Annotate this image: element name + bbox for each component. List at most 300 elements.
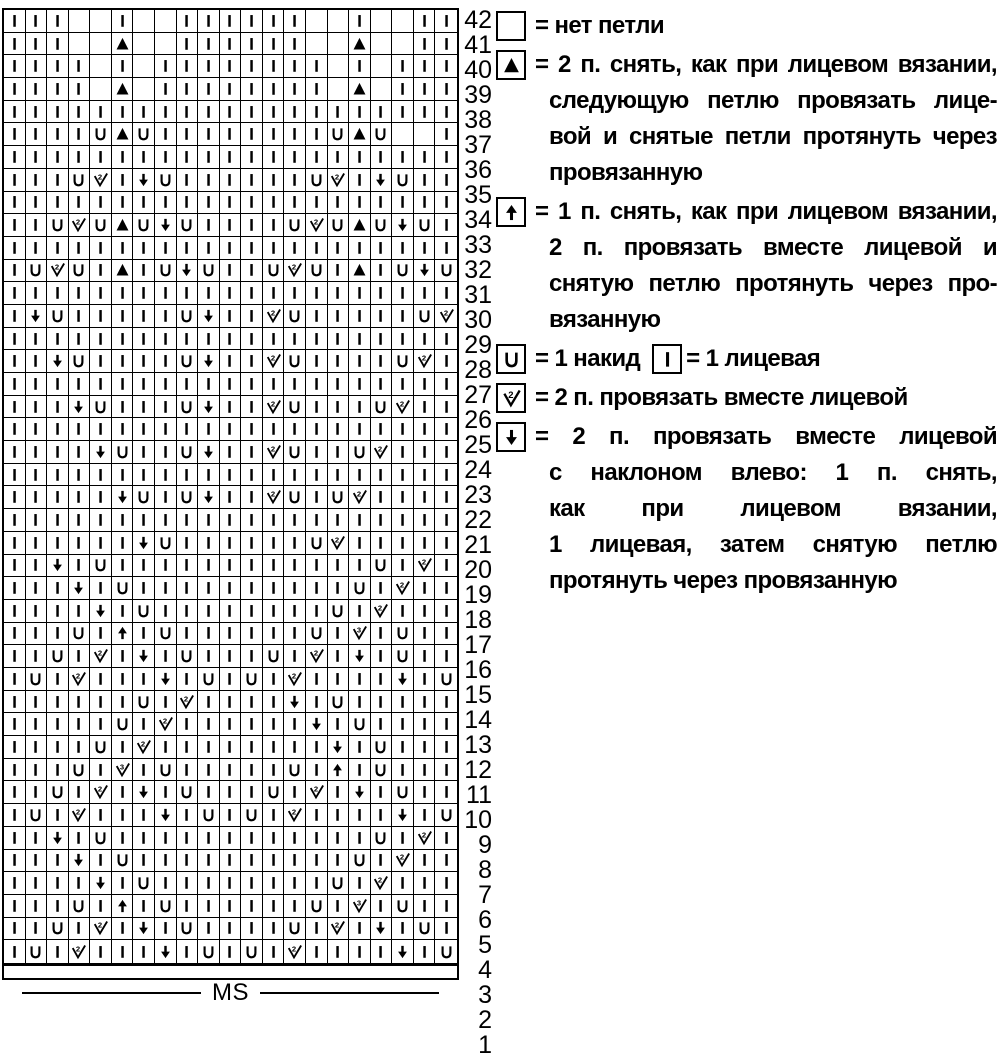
chart-cell-knit-stitch xyxy=(26,55,48,78)
repeat-line-left xyxy=(22,992,201,995)
chart-cell-knit-stitch xyxy=(133,804,155,827)
chart-cell-knit-stitch xyxy=(328,577,350,600)
row-number: 26 xyxy=(464,406,492,434)
knit-stitch-icon xyxy=(135,398,152,416)
chart-cell-yarn-over xyxy=(133,691,155,714)
knit-stitch-icon xyxy=(243,216,260,234)
chart-cell-knit-stitch xyxy=(198,895,220,918)
knit-stitch-icon xyxy=(200,874,217,892)
chart-cell-knit-stitch xyxy=(112,691,134,714)
chart-cell-knit-stitch xyxy=(306,328,328,351)
chart-cell-knit-stitch xyxy=(90,305,112,328)
chart-cell-knit-stitch xyxy=(177,872,199,895)
knit-stitch-icon xyxy=(243,851,260,869)
knit-stitch-icon xyxy=(49,193,66,211)
knit-stitch-icon xyxy=(135,239,152,257)
chart-cell-yarn-over xyxy=(371,759,393,782)
knit-stitch-icon xyxy=(200,125,217,143)
knit-stitch-icon xyxy=(286,511,303,529)
chart-cell-k2tog xyxy=(284,804,306,827)
left-leaning-k2tog-down-arrow-icon xyxy=(157,943,174,961)
chart-cell-knit-stitch xyxy=(155,691,177,714)
chart-cell-knit-stitch xyxy=(414,691,436,714)
yarn-over-icon xyxy=(178,919,195,937)
chart-cell-yarn-over xyxy=(392,623,414,646)
chart-cell-knit-stitch xyxy=(220,260,242,283)
yarn-over-icon xyxy=(501,349,522,370)
row-number: 42 xyxy=(464,6,492,34)
chart-cell-knit-stitch xyxy=(435,850,457,873)
chart-cell-knit-stitch xyxy=(155,441,177,464)
chart-cell-knit-stitch xyxy=(241,532,263,555)
chart-cell-yarn-over xyxy=(133,123,155,146)
legend-text: = 1 лицевая xyxy=(686,345,821,372)
knit-stitch-icon xyxy=(49,398,66,416)
chart-cell-no-stitch xyxy=(306,10,328,33)
chart-cell-knit-stitch xyxy=(220,804,242,827)
chart-cell-knit-stitch xyxy=(69,418,91,441)
knit-stitch-icon xyxy=(438,193,455,211)
chart-cell-knit-stitch xyxy=(284,464,306,487)
knit-stitch-icon xyxy=(351,556,368,574)
chart-cell-knit-stitch xyxy=(328,850,350,873)
knit-stitch-icon xyxy=(221,738,238,756)
left-leaning-k2tog-down-arrow-icon xyxy=(372,171,389,189)
chart-cell-knit-stitch xyxy=(284,555,306,578)
chart-cell-knit-stitch xyxy=(392,101,414,124)
knit-stitch-icon xyxy=(6,556,23,574)
chart-cell-no-stitch xyxy=(371,33,393,56)
knit-stitch-icon xyxy=(157,398,174,416)
chart-cell-knit-stitch xyxy=(90,101,112,124)
knit-stitch-icon xyxy=(135,579,152,597)
chart-cell-knit-stitch xyxy=(435,146,457,169)
knit-stitch-icon xyxy=(221,511,238,529)
chart-cell-knit-stitch xyxy=(198,418,220,441)
yarn-over-icon xyxy=(135,216,152,234)
svg-text:2: 2 xyxy=(270,489,275,499)
chart-cell-knit-stitch xyxy=(47,872,69,895)
sl2-k1-p2sso-triangle-icon xyxy=(114,125,131,143)
left-leaning-k2tog-down-arrow-icon xyxy=(27,307,44,325)
chart-cell-knit-stitch xyxy=(435,464,457,487)
chart-cell-sl2-k1-p2sso-triangle xyxy=(349,33,371,56)
chart-cell-knit-stitch xyxy=(177,10,199,33)
chart-cell-knit-stitch xyxy=(414,441,436,464)
knit-stitch-icon xyxy=(178,511,195,529)
knit-stitch-icon xyxy=(70,125,87,143)
chart-cell-knit-stitch xyxy=(155,736,177,759)
chart-cell-sl1-k2tog-psso-up-arrow xyxy=(112,623,134,646)
yarn-over-icon xyxy=(394,647,411,665)
chart-cell-yarn-over xyxy=(284,441,306,464)
yarn-over-icon xyxy=(372,398,389,416)
knit-stitch-icon xyxy=(416,193,433,211)
chart-cell-yarn-over xyxy=(47,781,69,804)
chart-cell-left-leaning-k2tog-down-arrow xyxy=(112,486,134,509)
chart-cell-k2tog xyxy=(371,441,393,464)
chart-cell-knit-stitch xyxy=(133,759,155,782)
left-leaning-k2tog-down-arrow-icon xyxy=(394,216,411,234)
chart-cell-yarn-over xyxy=(306,260,328,283)
chart-cell-knit-stitch xyxy=(349,418,371,441)
knit-stitch-icon xyxy=(372,511,389,529)
legend-text-line: = 1 п. снять, как при лицевом вязании, xyxy=(535,198,997,225)
chart-cell-yarn-over xyxy=(263,260,285,283)
legend-text-line: как при лицевом вязании, xyxy=(549,495,997,522)
chart-cell-knit-stitch xyxy=(349,282,371,305)
chart-cell-knit-stitch xyxy=(328,282,350,305)
chart-cell-knit-stitch xyxy=(155,146,177,169)
svg-text:3: 3 xyxy=(356,898,362,908)
chart-cell-knit-stitch xyxy=(69,509,91,532)
yarn-over-icon xyxy=(308,534,325,552)
chart-cell-knit-stitch xyxy=(177,373,199,396)
knit-stitch-icon xyxy=(351,284,368,302)
knit-stitch-icon xyxy=(438,171,455,189)
left-leaning-k2tog-down-arrow-icon xyxy=(286,693,303,711)
knit-stitch-icon xyxy=(178,624,195,642)
knit-stitch-icon xyxy=(265,103,282,121)
chart-cell-k2tog xyxy=(392,396,414,419)
chart-cell-knit-stitch xyxy=(435,373,457,396)
chart-cell-knit-stitch xyxy=(349,827,371,850)
row-number: 33 xyxy=(464,231,492,259)
knit-stitch-icon xyxy=(286,466,303,484)
knit-stitch-icon xyxy=(200,171,217,189)
knit-stitch-icon xyxy=(114,420,131,438)
knit-stitch-icon xyxy=(221,466,238,484)
chart-cell-knit-stitch xyxy=(90,373,112,396)
knit-stitch-icon xyxy=(329,103,346,121)
k2tog-icon xyxy=(329,919,346,937)
svg-text:2: 2 xyxy=(378,603,383,613)
yarn-over-icon xyxy=(200,943,217,961)
knit-stitch-icon xyxy=(329,443,346,461)
knit-stitch-icon xyxy=(243,352,260,370)
chart-cell-knit-stitch xyxy=(263,10,285,33)
yarn-over-icon xyxy=(27,943,44,961)
chart-cell-knit-stitch xyxy=(220,282,242,305)
chart-cell-knit-stitch xyxy=(306,736,328,759)
knit-stitch-icon xyxy=(243,103,260,121)
knit-stitch-icon xyxy=(243,738,260,756)
knit-stitch-icon xyxy=(286,624,303,642)
chart-cell-knit-stitch xyxy=(26,192,48,215)
chart-cell-knit-stitch xyxy=(4,850,26,873)
yarn-over-icon xyxy=(114,579,131,597)
chart-cell-knit-stitch xyxy=(263,713,285,736)
chart-cell-knit-stitch xyxy=(392,373,414,396)
knit-stitch-icon xyxy=(221,239,238,257)
knit-stitch-icon xyxy=(438,284,455,302)
chart-cell-knit-stitch xyxy=(4,396,26,419)
knit-stitch-icon xyxy=(351,307,368,325)
chart-cell-yarn-over xyxy=(47,214,69,237)
knit-stitch-icon xyxy=(243,715,260,733)
knit-stitch-icon xyxy=(178,602,195,620)
chart-cell-knit-stitch xyxy=(220,33,242,56)
knit-stitch-icon xyxy=(178,420,195,438)
yarn-over-icon xyxy=(416,919,433,937)
knit-stitch-icon xyxy=(308,761,325,779)
sl1-k2tog-psso-up-arrow-icon xyxy=(329,761,346,779)
chart-cell-yarn-over xyxy=(371,555,393,578)
knit-stitch-icon xyxy=(221,80,238,98)
chart-cell-sl2-k1-p2sso-triangle xyxy=(112,123,134,146)
chart-cell-knit-stitch xyxy=(177,850,199,873)
chart-cell-knit-stitch xyxy=(26,169,48,192)
chart-cell-knit-stitch xyxy=(414,645,436,668)
knit-stitch-icon xyxy=(49,738,66,756)
knit-stitch-icon xyxy=(265,851,282,869)
chart-cell-knit-stitch xyxy=(284,282,306,305)
knit-stitch-icon xyxy=(92,307,109,325)
left-leaning-k2tog-down-arrow-icon xyxy=(308,715,325,733)
knit-stitch-icon xyxy=(114,602,131,620)
knit-stitch-icon xyxy=(286,829,303,847)
chart-cell-knit-stitch xyxy=(112,282,134,305)
knit-stitch-icon xyxy=(27,443,44,461)
knit-stitch-icon xyxy=(438,783,455,801)
chart-cell-knit-stitch xyxy=(133,895,155,918)
chart-cell-yarn-over xyxy=(69,623,91,646)
chart-cell-sl2-k1-p2sso-triangle xyxy=(112,260,134,283)
k2tog-icon xyxy=(416,829,433,847)
left-leaning-k2tog-down-arrow-icon xyxy=(200,307,217,325)
knit-stitch-icon xyxy=(92,897,109,915)
knit-stitch-icon xyxy=(221,556,238,574)
knit-stitch-icon xyxy=(351,466,368,484)
chart-cell-knit-stitch xyxy=(284,872,306,895)
yarn-over-icon xyxy=(351,443,368,461)
knit-stitch-icon xyxy=(308,57,325,75)
knit-stitch-icon xyxy=(308,806,325,824)
knit-stitch-icon xyxy=(351,511,368,529)
knit-stitch-icon xyxy=(178,829,195,847)
chart-cell-knit-stitch xyxy=(69,78,91,101)
chart-cell-knit-stitch xyxy=(47,169,69,192)
knit-stitch-icon xyxy=(329,148,346,166)
yarn-over-icon xyxy=(372,761,389,779)
k2tog-icon xyxy=(286,943,303,961)
legend-text-line: следующую петлю провязать лице- xyxy=(549,87,997,114)
svg-text:2: 2 xyxy=(97,172,103,182)
chart-cell-k2tog xyxy=(414,555,436,578)
chart-cell-no-stitch xyxy=(392,33,414,56)
chart-cell-knit-stitch xyxy=(371,577,393,600)
knit-stitch-icon xyxy=(49,330,66,348)
chart-cell-knit-stitch xyxy=(371,418,393,441)
chart-cell-knit-stitch xyxy=(220,827,242,850)
chart-cell-knit-stitch xyxy=(241,713,263,736)
chart-cell-knit-stitch xyxy=(47,441,69,464)
knit-stitch-icon xyxy=(329,193,346,211)
knit-stitch-icon xyxy=(286,125,303,143)
knit-stitch-icon xyxy=(6,647,23,665)
chart-cell-knit-stitch xyxy=(112,101,134,124)
chart-cell-knit-stitch xyxy=(306,192,328,215)
chart-cell-yarn-over xyxy=(155,169,177,192)
chart-cell-knit-stitch xyxy=(263,691,285,714)
yarn-over-icon xyxy=(265,261,282,279)
chart-cell-knit-stitch xyxy=(90,509,112,532)
legend-text-line: = нет петли xyxy=(535,12,664,39)
knit-stitch-icon xyxy=(114,693,131,711)
knit-stitch-icon xyxy=(329,307,346,325)
chart-cell-knit-stitch xyxy=(69,532,91,555)
left-leaning-k2tog-down-arrow-icon xyxy=(351,783,368,801)
knit-stitch-icon xyxy=(200,239,217,257)
knit-stitch-icon xyxy=(178,579,195,597)
knit-stitch-icon xyxy=(178,284,195,302)
knit-stitch-icon xyxy=(114,284,131,302)
chart-cell-knit-stitch xyxy=(414,509,436,532)
knit-stitch-icon xyxy=(27,829,44,847)
chart-cell-left-leaning-k2tog-down-arrow xyxy=(177,260,199,283)
chart-cell-left-leaning-k2tog-down-arrow xyxy=(69,396,91,419)
knit-stitch-icon xyxy=(6,738,23,756)
knit-stitch-icon xyxy=(394,80,411,98)
chart-cell-knit-stitch xyxy=(306,146,328,169)
chart-cell-knit-stitch xyxy=(90,260,112,283)
knit-stitch-icon xyxy=(157,307,174,325)
chart-cell-knit-stitch xyxy=(198,237,220,260)
knit-stitch-icon xyxy=(92,715,109,733)
yarn-over-icon xyxy=(27,670,44,688)
chart-cell-knit-stitch xyxy=(392,759,414,782)
chart-cell-no-stitch xyxy=(328,33,350,56)
left-leaning-k2tog-down-arrow-icon xyxy=(92,874,109,892)
yarn-over-icon xyxy=(27,806,44,824)
knit-stitch-icon xyxy=(351,534,368,552)
knit-stitch-icon xyxy=(221,783,238,801)
chart-cell-knit-stitch xyxy=(47,600,69,623)
knit-stitch-icon xyxy=(6,897,23,915)
chart-cell-k2tog xyxy=(177,691,199,714)
knit-stitch-icon xyxy=(286,330,303,348)
knit-stitch-icon xyxy=(438,693,455,711)
chart-cell-knit-stitch xyxy=(133,146,155,169)
knit-stitch-icon xyxy=(200,330,217,348)
chart-cell-knit-stitch xyxy=(414,237,436,260)
knit-stitch-icon xyxy=(135,851,152,869)
knit-stitch-icon xyxy=(416,239,433,257)
knit-stitch-icon xyxy=(6,261,23,279)
chart-cell-yarn-over xyxy=(284,396,306,419)
row-number: 16 xyxy=(464,656,492,684)
chart-cell-knit-stitch xyxy=(69,441,91,464)
row-number: 11 xyxy=(466,781,492,809)
row-number: 25 xyxy=(464,431,492,459)
chart-cell-knit-stitch xyxy=(155,645,177,668)
svg-text:2: 2 xyxy=(76,671,81,681)
knit-stitch-icon xyxy=(308,919,325,937)
yarn-over-icon xyxy=(70,761,87,779)
knit-stitch-icon xyxy=(243,647,260,665)
knit-stitch-icon xyxy=(157,874,174,892)
left-leaning-k2tog-down-arrow-icon xyxy=(92,443,109,461)
svg-text:2: 2 xyxy=(507,389,513,401)
knit-stitch-icon xyxy=(351,761,368,779)
yarn-over-icon xyxy=(438,261,455,279)
knit-stitch-icon xyxy=(308,375,325,393)
knit-stitch-icon xyxy=(114,352,131,370)
knit-stitch-icon xyxy=(178,534,195,552)
chart-cell-knit-stitch xyxy=(414,713,436,736)
chart-cell-knit-stitch xyxy=(241,418,263,441)
chart-cell-knit-stitch xyxy=(69,328,91,351)
legend-symbol-box xyxy=(496,422,526,452)
row-number: 34 xyxy=(464,206,492,234)
chart-cell-yarn-over xyxy=(155,260,177,283)
chart-cell-knit-stitch xyxy=(349,10,371,33)
left-leaning-k2tog-down-arrow-icon xyxy=(394,670,411,688)
knit-stitch-icon xyxy=(438,556,455,574)
knit-stitch-icon xyxy=(221,171,238,189)
knit-stitch-icon xyxy=(157,284,174,302)
knit-stitch-icon xyxy=(265,284,282,302)
chart-cell-knit-stitch xyxy=(306,600,328,623)
chart-cell-knit-stitch xyxy=(155,373,177,396)
knit-stitch-icon xyxy=(243,579,260,597)
knit-stitch-icon xyxy=(200,148,217,166)
chart-cell-knit-stitch xyxy=(90,532,112,555)
svg-text:3: 3 xyxy=(356,626,362,636)
chart-cell-left-leaning-k2tog-down-arrow xyxy=(392,804,414,827)
row-number: 41 xyxy=(464,31,492,59)
chart-cell-no-stitch xyxy=(328,55,350,78)
knit-stitch-icon xyxy=(27,715,44,733)
chart-cell-knit-stitch xyxy=(90,691,112,714)
knit-stitch-icon xyxy=(157,352,174,370)
chart-cell-knit-stitch xyxy=(26,623,48,646)
chart-cell-knit-stitch xyxy=(90,464,112,487)
knit-stitch-icon xyxy=(394,57,411,75)
knit-stitch-icon xyxy=(221,193,238,211)
svg-text:2: 2 xyxy=(335,535,340,545)
chart-cell-knit-stitch xyxy=(155,350,177,373)
knit-stitch-icon xyxy=(265,829,282,847)
chart-cell-yarn-over xyxy=(90,827,112,850)
knit-stitch-icon xyxy=(243,330,260,348)
chart-cell-knit-stitch xyxy=(155,555,177,578)
knit-stitch-icon xyxy=(372,352,389,370)
chart-cell-left-leaning-k2tog-down-arrow xyxy=(90,600,112,623)
knit-stitch-icon xyxy=(243,57,260,75)
chart-cell-knit-stitch xyxy=(306,940,328,963)
chart-cell-knit-stitch xyxy=(198,872,220,895)
chart-cell-knit-stitch xyxy=(133,464,155,487)
chart-cell-knit-stitch xyxy=(435,532,457,555)
knit-stitch-icon xyxy=(200,761,217,779)
chart-cell-knit-stitch xyxy=(328,350,350,373)
svg-text:2: 2 xyxy=(270,353,275,363)
knit-stitch-icon xyxy=(329,375,346,393)
chart-cell-knit-stitch xyxy=(4,623,26,646)
chart-cell-knit-stitch xyxy=(133,623,155,646)
chart-cell-knit-stitch xyxy=(263,123,285,146)
chart-cell-knit-stitch xyxy=(349,146,371,169)
chart-cell-knit-stitch xyxy=(133,555,155,578)
knit-stitch-icon xyxy=(329,330,346,348)
chart-cell-left-leaning-k2tog-down-arrow xyxy=(69,577,91,600)
chart-cell-knit-stitch xyxy=(435,555,457,578)
chart-cell-knit-stitch xyxy=(155,396,177,419)
knit-stitch-icon xyxy=(200,193,217,211)
knit-stitch-icon xyxy=(394,556,411,574)
chart-cell-knit-stitch xyxy=(90,623,112,646)
